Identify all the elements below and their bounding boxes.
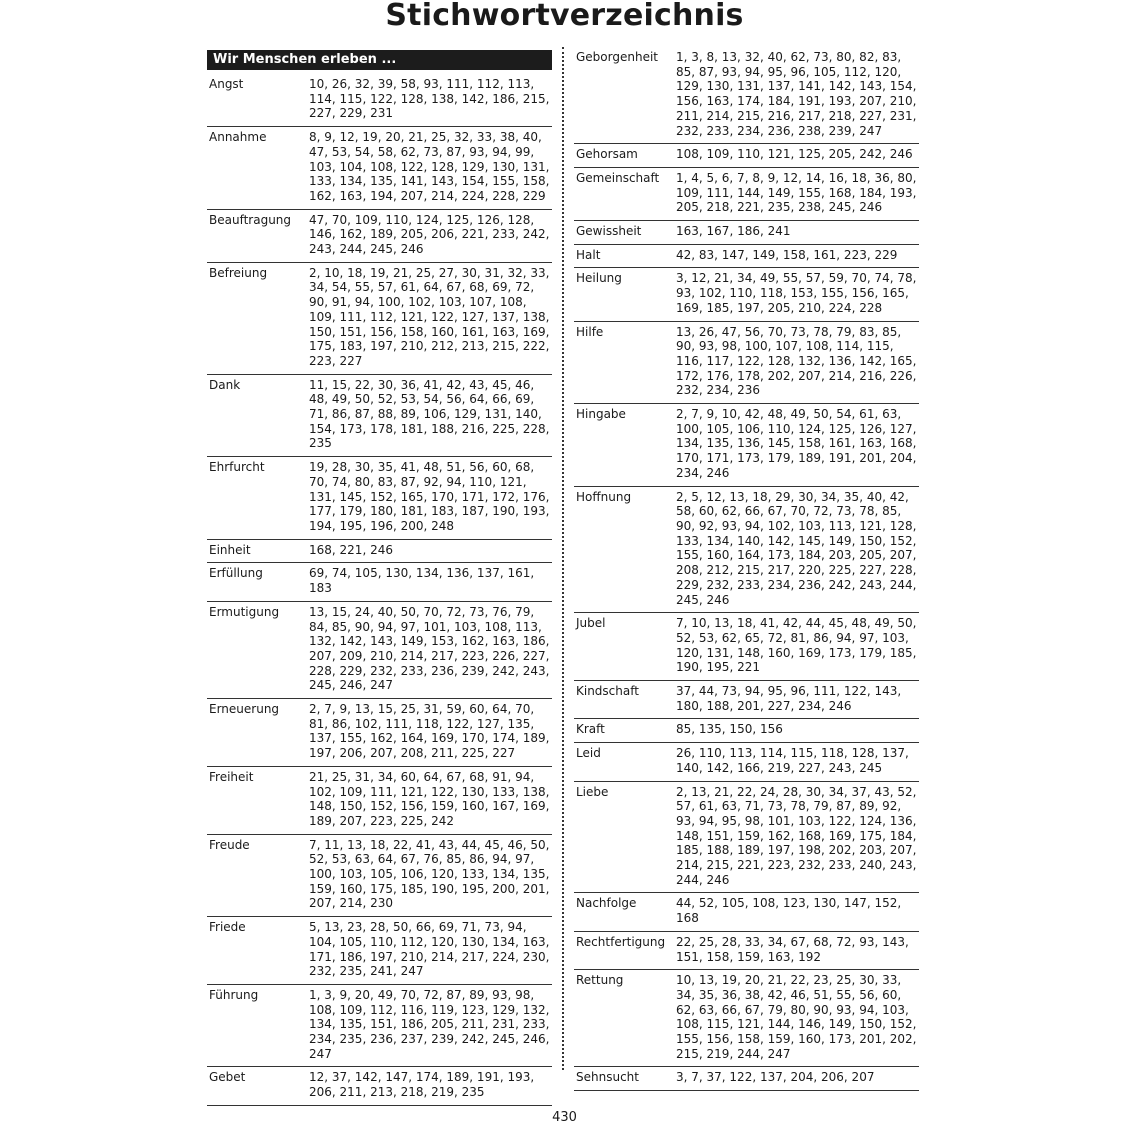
index-entry xyxy=(207,375,552,458)
index-page-references: 2, 10, 18, 19, 21, 25, 27, 30, 31, 32, 33, 34, 54, 55, 57, 61, 64, 67, 68, 69, 72, 90, 91, 94, 100, 102, 103, 107, 108, 109, 111, 112, 121, 122, 127, 137, 138, 150, 151, 156, 158, 160, 161, 163, 169, 175, 183, 197, 210, 212, 213, 215, 222, 223, 227 xyxy=(309,265,550,368)
index-term: Kindschaft xyxy=(576,684,639,699)
index-entry xyxy=(207,602,552,699)
index-entry xyxy=(574,168,919,221)
index-page-references: 163, 167, 186, 241 xyxy=(676,224,791,239)
index-term: Annahme xyxy=(209,130,267,145)
index-term: Nachfolge xyxy=(576,896,637,911)
index-entry xyxy=(207,210,552,263)
index-page-references: 5, 13, 23, 28, 50, 66, 69, 71, 73, 94, 104, 105, 110, 112, 120, 130, 134, 163, 171, 186, 197, 210, 214, 217, 224, 230, 232, 235, 241, 247 xyxy=(309,920,550,979)
index-term: Ehrfurcht xyxy=(209,460,265,475)
index-term: Friede xyxy=(209,920,246,935)
index-term: Hilfe xyxy=(576,324,604,339)
index-entry xyxy=(207,917,552,985)
index-page-references: 3, 12, 21, 34, 49, 55, 57, 59, 70, 74, 78, 93, 102, 110, 118, 153, 155, 156, 165, 169, 185, 197, 205, 210, 224, 228 xyxy=(676,271,917,315)
index-page-references: 2, 13, 21, 22, 24, 28, 30, 34, 37, 43, 52, 57, 61, 63, 71, 73, 78, 79, 87, 89, 92, 93, 94, 95, 98, 101, 103, 122, 124, 136, 148, 151, 159, 162, 168, 169, 175, 184, 185, 188, 189, 197, 198, 202, 203, 207, 214, 215, 221, 223, 232, 233, 240, 243, 244, 246 xyxy=(676,784,917,887)
index-entry xyxy=(207,835,552,918)
index-column-left xyxy=(207,47,552,1106)
index-entry xyxy=(207,767,552,835)
index-term: Leid xyxy=(576,746,601,761)
index-page-references: 69, 74, 105, 130, 134, 136, 137, 161, 183 xyxy=(309,566,535,596)
index-term: Befreiung xyxy=(209,265,268,280)
index-entry xyxy=(207,74,552,127)
index-entry xyxy=(574,743,919,781)
index-entry xyxy=(574,404,919,487)
index-term: Geborgenheit xyxy=(576,50,658,64)
index-term: Rechtfertigung xyxy=(576,934,666,949)
index-page-references: 13, 26, 47, 56, 70, 73, 78, 79, 83, 85, 90, 93, 98, 100, 107, 108, 114, 115, 116, 117, 122, 128, 132, 136, 142, 165, 172, 176, 178, 202, 207, 214, 216, 226, 232, 234, 236 xyxy=(676,324,917,398)
index-entry xyxy=(574,47,919,144)
index-entry xyxy=(207,1067,552,1105)
index-term: Hoffnung xyxy=(576,489,632,504)
index-page-references: 10, 13, 19, 20, 21, 22, 23, 25, 30, 33, 34, 35, 36, 38, 42, 46, 51, 55, 56, 60, 62, 63, 66, 67, 79, 80, 90, 93, 94, 103, 108, 115, 121, 144, 146, 149, 150, 152, 155, 156, 158, 159, 160, 173, 201, 202, 215, 219, 244, 247 xyxy=(676,973,917,1061)
index-term: Gemeinschaft xyxy=(576,170,660,185)
index-page-references: 3, 7, 37, 122, 137, 204, 206, 207 xyxy=(676,1070,875,1085)
index-term: Halt xyxy=(576,247,601,262)
section-header: Wir Menschen erleben ... xyxy=(207,50,552,70)
index-page-references: 42, 83, 147, 149, 158, 161, 223, 229 xyxy=(676,247,898,262)
index-entry xyxy=(574,613,919,681)
index-page-references: 22, 25, 28, 33, 34, 67, 68, 72, 93, 143, 151, 158, 159, 163, 192 xyxy=(676,934,909,964)
index-entry xyxy=(574,782,919,894)
index-entry xyxy=(574,268,919,321)
index-page-references: 8, 9, 12, 19, 20, 21, 25, 32, 33, 38, 40, 47, 53, 54, 58, 62, 73, 87, 93, 94, 99, 103, 104, 108, 122, 128, 129, 130, 131, 133, 134, 135, 141, 143, 154, 155, 158, 162, 163, 194, 207, 214, 224, 228, 229 xyxy=(309,130,550,203)
index-list-right xyxy=(574,47,919,1091)
index-page-references: 37, 44, 73, 94, 95, 96, 111, 122, 143, 180, 188, 201, 227, 234, 246 xyxy=(676,684,902,713)
index-page-references: 47, 70, 109, 110, 124, 125, 126, 128, 146, 162, 189, 205, 206, 221, 233, 242, 243, 244, 245, 246 xyxy=(309,212,550,257)
index-column-right xyxy=(574,47,919,1091)
index-page-references: 19, 28, 30, 35, 41, 48, 51, 56, 60, 68, 70, 74, 80, 83, 87, 92, 94, 110, 121, 131, 145, 152, 165, 170, 171, 172, 176, 177, 179, 180, 181, 183, 187, 190, 193, 194, 195, 196, 200, 248 xyxy=(309,460,550,533)
index-page-references: 1, 4, 5, 6, 7, 8, 9, 12, 14, 16, 18, 36, 80, 109, 111, 144, 149, 155, 168, 184, 193, 205, 218, 221, 235, 238, 245, 246 xyxy=(676,170,917,215)
index-page-references: 2, 7, 9, 10, 42, 48, 49, 50, 54, 61, 63, 100, 105, 106, 110, 124, 125, 126, 127, 134, 135, 136, 145, 158, 161, 163, 168, 170, 171, 173, 179, 189, 191, 201, 204, 234, 246 xyxy=(676,407,917,480)
index-page-references: 11, 15, 22, 30, 36, 41, 42, 43, 45, 46, 48, 49, 50, 52, 53, 54, 56, 64, 66, 69, 71, 86, 87, 88, 89, 106, 129, 131, 140, 154, 173, 178, 181, 188, 216, 225, 228, 235 xyxy=(309,377,550,451)
index-page-references: 108, 109, 110, 121, 125, 205, 242, 246 xyxy=(676,147,913,162)
index-page-references: 7, 11, 13, 18, 22, 41, 43, 44, 45, 46, 50, 52, 53, 63, 64, 67, 76, 85, 86, 94, 97, 100, 103, 105, 106, 120, 133, 134, 135, 159, 160, 175, 185, 190, 195, 200, 201, 207, 214, 230 xyxy=(309,837,550,911)
index-entry xyxy=(574,487,919,614)
index-term: Gewissheit xyxy=(576,224,642,239)
index-entry xyxy=(207,563,552,601)
index-term: Einheit xyxy=(209,542,251,557)
index-entry xyxy=(207,127,552,210)
column-divider xyxy=(562,47,564,1070)
index-term: Rettung xyxy=(576,973,624,988)
index-entry xyxy=(574,245,919,269)
index-entry xyxy=(574,322,919,405)
index-entry xyxy=(207,457,552,540)
index-term: Freude xyxy=(209,837,250,852)
index-term: Liebe xyxy=(576,784,609,799)
page-title: Stichwortverzeichnis xyxy=(385,0,744,33)
index-term: Dank xyxy=(209,377,241,392)
index-term: Beauftragung xyxy=(209,212,292,227)
index-entry xyxy=(574,221,919,245)
page-number: 430 xyxy=(552,1110,577,1125)
index-entry xyxy=(574,719,919,743)
index-entry xyxy=(574,932,919,970)
index-page-references: 1, 3, 9, 20, 49, 70, 72, 87, 89, 93, 98, 108, 109, 112, 116, 119, 123, 129, 132, 134, 135, 151, 186, 205, 211, 231, 233, 234, 235, 236, 237, 239, 242, 245, 246, 247 xyxy=(309,987,550,1061)
index-page-references: 1, 3, 8, 13, 32, 40, 62, 73, 80, 82, 83, 85, 87, 93, 94, 95, 96, 105, 112, 120, 129, 130, 131, 137, 141, 142, 143, 154, 156, 163, 174, 184, 191, 193, 207, 210, 211, 214, 215, 216, 217, 218, 227, 231, 232, 233, 234, 236, 238, 239, 247 xyxy=(676,50,917,138)
index-page-references: 12, 37, 142, 147, 174, 189, 191, 193, 206, 211, 213, 218, 219, 235 xyxy=(309,1070,535,1100)
index-term: Erfüllung xyxy=(209,566,263,581)
index-entry xyxy=(207,263,552,375)
index-term: Gehorsam xyxy=(576,147,638,162)
index-entry xyxy=(207,540,552,564)
index-page-references: 10, 26, 32, 39, 58, 93, 111, 112, 113, 114, 115, 122, 128, 138, 142, 186, 215, 227, 229, 231 xyxy=(309,77,550,121)
index-term: Sehnsucht xyxy=(576,1070,639,1085)
index-entry xyxy=(574,893,919,931)
index-list-left xyxy=(207,74,552,1106)
index-page-references: 44, 52, 105, 108, 123, 130, 147, 152, 168 xyxy=(676,896,902,926)
index-term: Hingabe xyxy=(576,407,626,422)
index-page-references: 85, 135, 150, 156 xyxy=(676,722,783,737)
index-page-references: 26, 110, 113, 114, 115, 118, 128, 137, 140, 142, 166, 219, 227, 243, 245 xyxy=(676,746,909,775)
index-entry xyxy=(574,144,919,168)
index-term: Ermutigung xyxy=(209,604,280,619)
index-term: Heilung xyxy=(576,271,622,286)
index-term: Kraft xyxy=(576,722,605,737)
index-entry xyxy=(574,1067,919,1091)
index-page-references: 2, 5, 12, 13, 18, 29, 30, 34, 35, 40, 42, 58, 60, 62, 66, 67, 70, 72, 73, 78, 85, 90, 92, 93, 94, 102, 103, 113, 121, 128, 133, 134, 140, 142, 145, 149, 150, 152, 155, 160, 164, 173, 184, 203, 205, 207, 208, 212, 215, 217, 220, 225, 227, 228, 229, 232, 233, 234, 236, 242, 243, 244, 245, 246 xyxy=(676,489,917,607)
index-entry xyxy=(207,985,552,1068)
index-term: Führung xyxy=(209,987,259,1002)
index-term: Jubel xyxy=(576,616,606,631)
index-term: Erneuerung xyxy=(209,702,280,717)
index-term: Angst xyxy=(209,77,244,91)
index-page-references: 7, 10, 13, 18, 41, 42, 44, 45, 48, 49, 50, 52, 53, 62, 65, 72, 81, 86, 94, 97, 103, 120, 131, 148, 160, 169, 173, 179, 185, 190, 195, 221 xyxy=(676,616,917,675)
index-entry xyxy=(574,970,919,1067)
index-term: Freiheit xyxy=(209,769,254,784)
index-page-references: 2, 7, 9, 13, 15, 25, 31, 59, 60, 64, 70, 81, 86, 102, 111, 118, 122, 127, 135, 137, 155, 162, 164, 169, 170, 174, 189, 197, 206, 207, 208, 211, 225, 227 xyxy=(309,702,550,761)
index-page-references: 21, 25, 31, 34, 60, 64, 67, 68, 91, 94, 102, 109, 111, 121, 122, 130, 133, 138, 148, 150, 152, 156, 159, 160, 167, 169, 189, 207, 223, 225, 242 xyxy=(309,769,550,828)
index-entry xyxy=(574,681,919,719)
index-term: Gebet xyxy=(209,1070,246,1085)
index-page-references: 168, 221, 246 xyxy=(309,542,393,557)
index-page-references: 13, 15, 24, 40, 50, 70, 72, 73, 76, 79, 84, 85, 90, 94, 97, 101, 103, 108, 113, 132, 142, 143, 149, 153, 162, 163, 186, 207, 209, 210, 214, 217, 223, 226, 227, 228, 229, 232, 233, 236, 239, 242, 243, 245, 246, 247 xyxy=(309,604,550,693)
index-entry xyxy=(207,699,552,767)
